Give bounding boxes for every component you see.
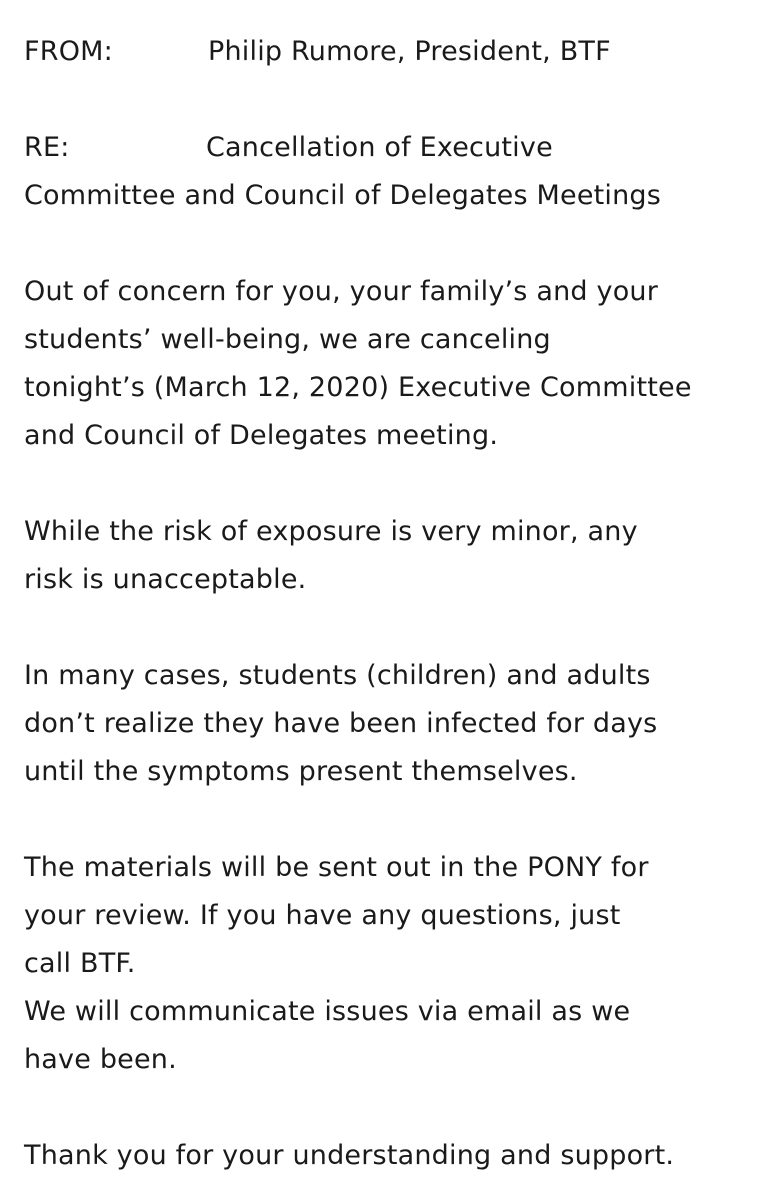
spacer: [24, 796, 754, 844]
re-value-line-2: Committee and Council of Delegates Meetings: [24, 180, 662, 211]
paragraph-infection: [24, 652, 754, 796]
paragraph-thanks: [24, 1132, 754, 1180]
paragraph-line: We will communicate issues via email as we: [24, 996, 631, 1027]
paragraph-line: call BTF.: [24, 948, 136, 979]
spacer: [24, 604, 754, 652]
re-value-line-1: Cancellation of Executive: [206, 132, 553, 163]
paragraph-line: students’ well-being, we are canceling: [24, 324, 551, 355]
paragraph-concern: [24, 268, 754, 460]
paragraph-line: until the symptoms present themselves.: [24, 756, 578, 787]
paragraph-line: and Council of Delegates meeting.: [24, 420, 499, 451]
paragraph-line: risk is unacceptable.: [24, 564, 307, 595]
spacer: [24, 460, 754, 508]
from-value: Philip Rumore, President, BTF: [208, 36, 611, 67]
from-label: FROM:: [24, 36, 113, 67]
paragraph-line: Out of concern for you, your family’s and your: [24, 276, 659, 307]
paragraph-line: The materials will be sent out in the PONY for: [24, 852, 649, 883]
paragraph-line: In many cases, students (children) and adults: [24, 660, 651, 691]
spacer: [24, 1084, 754, 1132]
paragraph-line: While the risk of exposure is very minor, any: [24, 516, 638, 547]
paragraph-materials: [24, 844, 754, 1084]
spacer: [24, 220, 754, 268]
re-label: RE:: [24, 132, 70, 163]
paragraph-line: don’t realize they have been infected for days: [24, 708, 658, 739]
from-row: [24, 28, 754, 76]
spacer: [24, 76, 754, 124]
memo-document: [24, 28, 754, 1180]
re-row: [24, 124, 754, 172]
paragraph-line: Thank you for your understanding and support.: [24, 1140, 675, 1171]
paragraph-line: your review. If you have any questions, just: [24, 900, 621, 931]
paragraph-risk: [24, 508, 754, 604]
paragraph-line: tonight’s (March 12, 2020) Executive Committee: [24, 372, 692, 403]
paragraph-line: have been.: [24, 1044, 177, 1075]
